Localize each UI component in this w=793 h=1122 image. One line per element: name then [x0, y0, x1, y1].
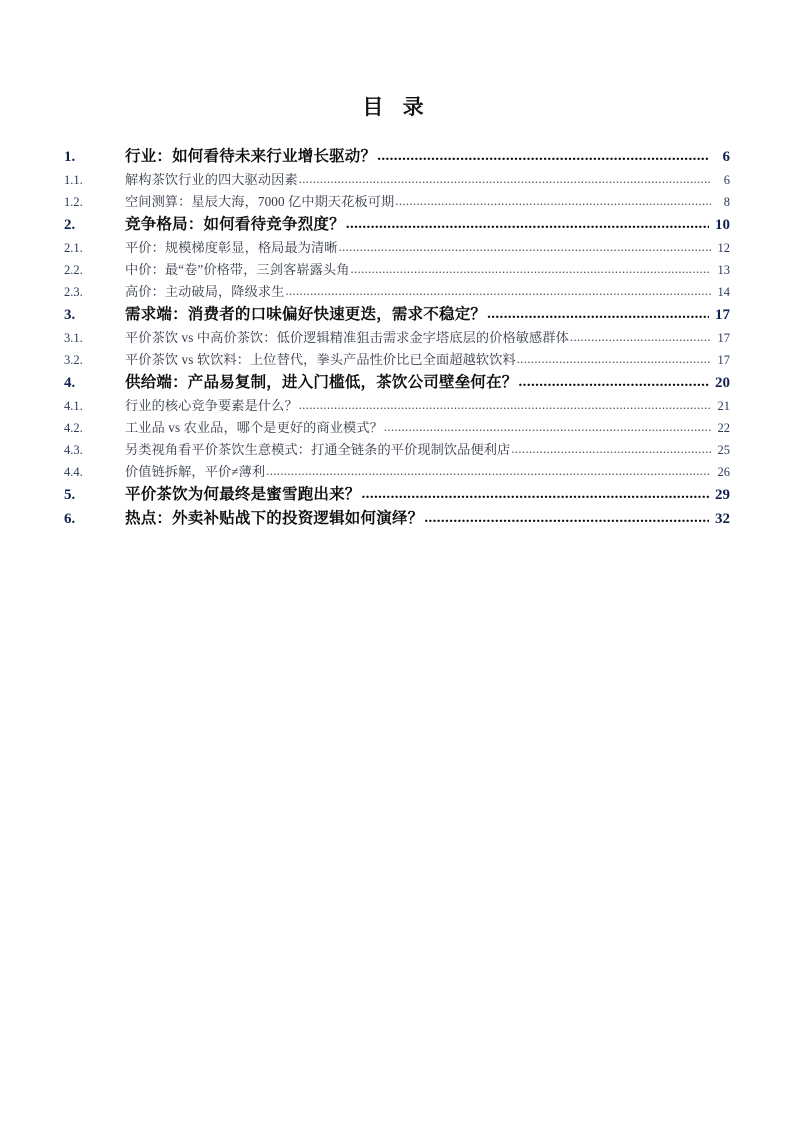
- toc-dot-leader: [299, 394, 711, 416]
- toc-entry-number: 2.3.: [64, 285, 83, 299]
- toc-entry-number: 3.: [64, 307, 76, 323]
- toc-entry[interactable]: [64, 281, 730, 303]
- toc-entry-page-number: 14: [717, 285, 730, 299]
- toc-entry[interactable]: [64, 507, 730, 531]
- toc-dot-leader: [424, 506, 709, 530]
- toc-entry-label[interactable]: 平价茶饮 vs 中高价茶饮：低价逻辑精准狙击需求金字塔底层的价格敏感群体: [125, 330, 569, 345]
- toc-entry-page-number: 13: [717, 263, 730, 277]
- toc-entry[interactable]: [64, 327, 730, 349]
- toc-entry-label[interactable]: 平价茶饮 vs 软饮料：上位替代，拳头产品性价比已全面超越软饮料: [125, 352, 516, 367]
- toc-entry[interactable]: [64, 145, 730, 169]
- toc-entry-number: 3.2.: [64, 353, 83, 367]
- toc-entry-label[interactable]: 价值链拆解，平价≠薄利: [125, 464, 266, 479]
- toc-dot-leader: [339, 236, 711, 258]
- toc-dot-leader: [384, 416, 711, 438]
- toc-entry-page-number: 22: [717, 421, 730, 435]
- toc-entry[interactable]: [64, 439, 730, 461]
- toc-entry[interactable]: [64, 237, 730, 259]
- toc-entry-page-number: 17: [715, 307, 730, 323]
- toc-entry-number: 2.1.: [64, 241, 83, 255]
- toc-entry-number: 2.2.: [64, 263, 83, 277]
- toc-dot-leader: [517, 348, 711, 370]
- toc-entry-number: 1.2.: [64, 195, 83, 209]
- toc-entry[interactable]: [64, 371, 730, 395]
- toc-entry[interactable]: [64, 259, 730, 281]
- toc-dot-leader: [362, 482, 709, 506]
- toc-dot-leader: [395, 190, 711, 212]
- toc-entry[interactable]: [64, 213, 730, 237]
- toc-entry-page-number: 20: [715, 375, 730, 391]
- toc-entry[interactable]: [64, 461, 730, 483]
- toc-dot-leader: [487, 302, 709, 326]
- toc-entry-label[interactable]: 行业：如何看待未来行业增长驱动？: [125, 148, 377, 165]
- page-title: 目 录: [362, 95, 431, 119]
- toc-entry[interactable]: [64, 417, 730, 439]
- toc-dot-leader: [511, 438, 711, 460]
- toc-entry-label[interactable]: 高价：主动破局，降级求生: [125, 284, 285, 299]
- toc-entry-number: 6.: [64, 511, 76, 527]
- toc-entry-label[interactable]: 平价茶饮为何最终是蜜雪跑出来？: [125, 486, 361, 503]
- toc-entry-label[interactable]: 竞争格局：如何看待竞争烈度？: [125, 216, 345, 233]
- toc-dot-leader: [351, 258, 711, 280]
- toc-entry-number: 1.1.: [64, 173, 83, 187]
- toc-entry-number: 4.3.: [64, 443, 83, 457]
- toc-entry-number: 4.4.: [64, 465, 83, 479]
- toc-entry-number: 1.: [64, 149, 76, 165]
- toc-entry-label[interactable]: 需求端：消费者的口味偏好快速更迭，需求不稳定？: [125, 306, 487, 323]
- toc-entry-page-number: 17: [717, 353, 730, 367]
- toc-entry-label[interactable]: 热点：外卖补贴战下的投资逻辑如何演绎？: [125, 510, 424, 527]
- toc-entry-page-number: 29: [715, 487, 730, 503]
- toc-entry-number: 4.: [64, 375, 76, 391]
- toc-entry-label[interactable]: 工业品 vs 农业品，哪个是更好的商业模式？: [125, 420, 383, 435]
- toc-entry-page-number: 6: [722, 149, 730, 165]
- toc-entry-number: 4.2.: [64, 421, 83, 435]
- toc-dot-leader: [377, 144, 709, 168]
- toc-entry[interactable]: [64, 395, 730, 417]
- toc-entry-number: 4.1.: [64, 399, 83, 413]
- toc-entry-page-number: 6: [723, 173, 730, 187]
- toc-entry[interactable]: [64, 303, 730, 327]
- toc-dot-leader: [299, 168, 711, 190]
- toc-entry-number: 3.1.: [64, 331, 83, 345]
- toc-entry-label[interactable]: 行业的核心竞争要素是什么？: [125, 398, 298, 413]
- toc-entry-label[interactable]: 中价：最“卷”价格带，三剑客崭露头角: [125, 262, 350, 277]
- toc-dot-leader: [570, 326, 711, 348]
- toc-entry-page-number: 32: [715, 511, 730, 527]
- toc-dot-leader: [285, 280, 711, 302]
- toc-entry-page-number: 25: [717, 443, 730, 457]
- toc-dot-leader: [346, 212, 709, 236]
- toc-entry-page-number: 12: [717, 241, 730, 255]
- toc-entry-label[interactable]: 解构茶饮行业的四大驱动因素: [125, 172, 298, 187]
- toc-entry-page-number: 17: [717, 331, 730, 345]
- table-of-contents: [64, 145, 730, 531]
- toc-entry-label[interactable]: 平价：规模梯度彰显，格局最为清晰: [125, 240, 338, 255]
- toc-entry-number: 2.: [64, 217, 76, 233]
- toc-entry-number: 5.: [64, 487, 76, 503]
- toc-entry[interactable]: [64, 169, 730, 191]
- toc-dot-leader: [519, 370, 709, 394]
- toc-entry-page-number: 10: [715, 217, 730, 233]
- toc-entry-page-number: 8: [723, 195, 730, 209]
- toc-entry[interactable]: [64, 191, 730, 213]
- toc-entry-page-number: 26: [717, 465, 730, 479]
- toc-entry-page-number: 21: [717, 399, 730, 413]
- toc-entry-label[interactable]: 空间测算：星辰大海，7000 亿中期天花板可期: [125, 194, 395, 209]
- toc-dot-leader: [266, 460, 711, 482]
- toc-entry[interactable]: [64, 349, 730, 371]
- toc-entry-label[interactable]: 供给端：产品易复制，进入门槛低，茶饮公司壁垒何在？: [125, 374, 518, 391]
- toc-entry[interactable]: [64, 483, 730, 507]
- toc-entry-label[interactable]: 另类视角看平价茶饮生意模式：打通全链条的平价现制饮品便利店: [125, 442, 511, 457]
